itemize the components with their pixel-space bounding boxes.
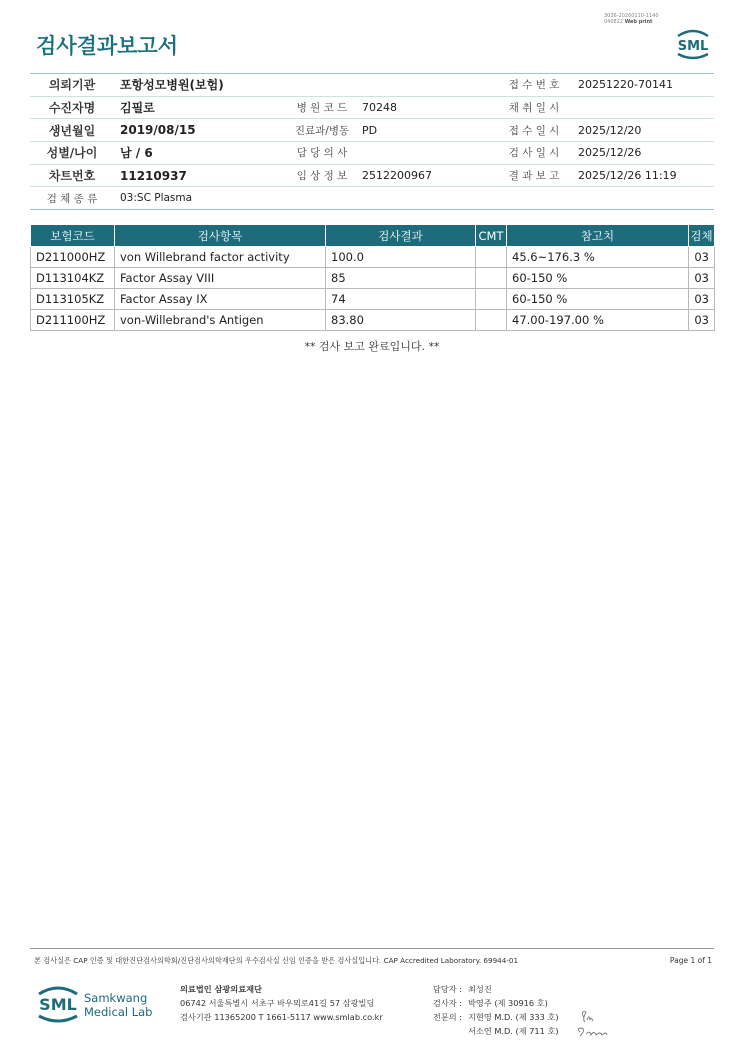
info-row [30, 164, 714, 187]
sex-age-value: 남 / 6 [114, 142, 288, 165]
page-number: Page 1 of 1 [669, 956, 712, 965]
print-meta-line1: 3036-20260110-1140 [604, 13, 659, 19]
staff-row: 전문의 : 지현영 M.D. (제 333 호) [432, 1012, 559, 1022]
chart-no-label: 차트번호 [30, 164, 114, 187]
doctor-value [356, 142, 496, 165]
cell-code: D113104KZ [31, 268, 115, 289]
certification-text: 본 검사실은 CAP 인증 및 대한진단검사의학회/진단검사의학재단의 우수검사실 신임 인증을 받은 검사실입니다. CAP Accredited Laboratory. 69944-01 [34, 956, 519, 965]
samkwang-logo [36, 980, 164, 1026]
table-row [31, 289, 715, 310]
cell-ref: 45.6~176.3 % [507, 247, 689, 268]
completion-note: ** 검사 보고 완료입니다. ** [304, 340, 440, 353]
org-address: 06742 서울특별시 서초구 바우뫼로41길 57 삼광빌딩 [180, 998, 375, 1008]
chart-no-value: 11210937 [114, 164, 288, 187]
cell-cmt [476, 247, 507, 268]
dept-value: PD [356, 119, 496, 142]
cell-ref: 47.00-197.00 % [507, 310, 689, 331]
staff-row: 서소연 M.D. (제 711 호) [468, 1026, 559, 1036]
info-row [30, 142, 714, 165]
col-header-result: 검사결과 [326, 225, 476, 247]
col-header-code: 보험코드 [31, 225, 115, 247]
patient-label: 수진자명 [30, 96, 114, 119]
results-table [30, 225, 715, 331]
receipt-date-label: 접 수 일 시 [496, 119, 572, 142]
cell-result: 74 [326, 289, 476, 310]
report-date-label: 결 과 보 고 [496, 164, 572, 187]
cell-ref: 60-150 % [507, 268, 689, 289]
sml-logo [672, 26, 714, 62]
clinical-value: 2512200967 [356, 164, 496, 187]
info-row [30, 74, 714, 96]
cell-cmt [476, 310, 507, 331]
test-date-value: 2025/12/26 [572, 142, 714, 165]
cell-cmt [476, 268, 507, 289]
cell-code: D211000HZ [31, 247, 115, 268]
info-row [30, 119, 714, 142]
cell-result: 83.80 [326, 310, 476, 331]
report-date-value: 2025/12/26 11:19 [572, 164, 714, 187]
sex-age-label: 성별/나이 [30, 142, 114, 165]
staff-row: 검사자 : 박영주 (제 30916 호) [432, 998, 548, 1008]
col-header-ref: 참고치 [507, 225, 689, 247]
footer-divider [30, 948, 714, 949]
col-header-item: 검사항목 [115, 225, 326, 247]
staff-row: 담당자 : 최성진 [432, 984, 492, 994]
patient-info-table [30, 74, 714, 210]
org-contact: 검사기관 11365200 T 1661-5117 www.smlab.co.kr [180, 1012, 383, 1022]
test-date-label: 검 사 일 시 [496, 142, 572, 165]
requester-value: 포항성모병원(보험) [114, 74, 496, 96]
organization-info [180, 982, 383, 1024]
staff-info [428, 982, 559, 1038]
receipt-no-value: 20251220-70141 [572, 74, 714, 96]
cell-specimen: 03 [689, 289, 715, 310]
cell-result: 100.0 [326, 247, 476, 268]
cell-item: von Willebrand factor activity [115, 247, 326, 268]
receipt-no-label: 접 수 번 호 [496, 74, 572, 96]
svg-text:Medical Lab: Medical Lab [84, 1005, 153, 1019]
table-row [31, 268, 715, 289]
patient-value: 김필로 [114, 96, 288, 119]
col-header-specimen: 검체 [689, 225, 715, 247]
cell-cmt [476, 289, 507, 310]
org-name: 의료법인 삼광의료재단 [180, 984, 262, 994]
doctor-label: 담 당 의 사 [288, 142, 356, 165]
specimen-label: 검 체 종 류 [30, 187, 114, 210]
svg-text:SML: SML [677, 39, 709, 54]
cell-item: Factor Assay VIII [115, 268, 326, 289]
cell-specimen: 03 [689, 247, 715, 268]
col-header-cmt: CMT [476, 225, 507, 247]
cell-item: Factor Assay IX [115, 289, 326, 310]
page-title: 검사결과보고서 [36, 34, 179, 58]
print-meta [604, 13, 659, 25]
cell-item: von-Willebrand's Antigen [115, 310, 326, 331]
collect-date-label: 채 취 일 시 [496, 96, 572, 119]
table-row [31, 247, 715, 268]
requester-label: 의뢰기관 [30, 74, 114, 96]
cell-ref: 60-150 % [507, 289, 689, 310]
results-header-row [31, 225, 715, 247]
hospital-code-label: 병 원 코 드 [288, 96, 356, 119]
dept-label: 진료과/병동 [288, 119, 356, 142]
dob-value: 2019/08/15 [114, 119, 288, 142]
cell-specimen: 03 [689, 310, 715, 331]
svg-text:Samkwang: Samkwang [84, 991, 148, 1005]
cell-code: D113105KZ [31, 289, 115, 310]
cell-specimen: 03 [689, 268, 715, 289]
collect-date-value [572, 96, 714, 119]
receipt-date-value: 2025/12/20 [572, 119, 714, 142]
dob-label: 생년월일 [30, 119, 114, 142]
print-meta-line2: 040822 Web print [604, 19, 653, 25]
signature-image [576, 1008, 610, 1040]
cell-code: D211100HZ [31, 310, 115, 331]
cell-result: 85 [326, 268, 476, 289]
specimen-value: 03:SC Plasma [114, 187, 714, 210]
hospital-code-value: 70248 [356, 96, 496, 119]
table-row [31, 310, 715, 331]
info-row [30, 96, 714, 119]
clinical-label: 임 상 정 보 [288, 164, 356, 187]
svg-text:SML: SML [39, 995, 77, 1014]
info-row [30, 187, 714, 210]
